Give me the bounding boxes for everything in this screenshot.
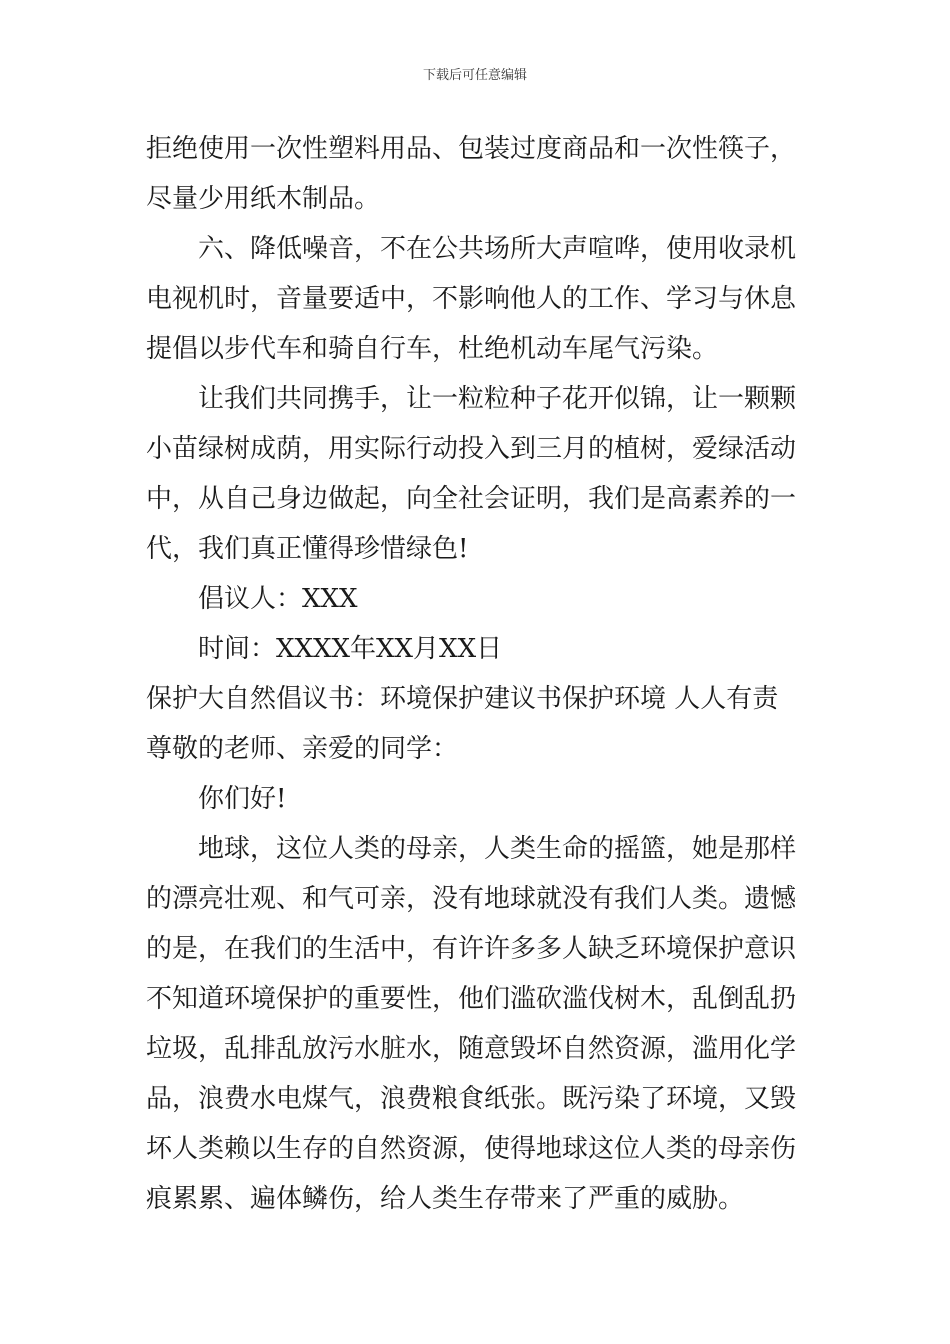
text-line: 痕累累、遍体鳞伤，给人类生存带来了严重的威胁。 [146, 1184, 745, 1214]
text-line: 尽量少用纸木制品。 [146, 184, 381, 214]
text-line: 的是，在我们的生活中，有许许多多人缺乏环境保护意识 [146, 934, 797, 964]
signatory-line: 倡议人：XXX [198, 584, 358, 614]
text-line: 坏人类赖以生存的自然资源，使得地球这位人类的母亲伤 [146, 1134, 797, 1164]
text-line: 提倡以步代车和骑自行车，杜绝机动车尾气污染。 [146, 334, 719, 364]
date-line: 时间：XXXX年XX月XX日 [198, 634, 503, 664]
page-header: 下载后可任意编辑 [422, 68, 527, 83]
greeting: 你们好! [198, 784, 287, 814]
text-line: 不知道环境保护的重要性，他们滥砍滥伐树木，乱倒乱扔 [146, 984, 797, 1014]
text-line: 六、降低噪音，不在公共场所大声喧哗，使用收录机 [198, 234, 797, 264]
text-line: 垃圾，乱排乱放污水脏水，随意毁坏自然资源，滥用化学 [146, 1034, 797, 1064]
salutation: 尊敬的老师、亲爱的同学： [146, 734, 459, 764]
text-line: 地球，这位人类的母亲，人类生命的摇篮，她是那样 [198, 834, 797, 864]
text-line: 代，我们真正懂得珍惜绿色! [146, 534, 469, 564]
section-title: 保护大自然倡议书：环境保护建议书保护环境 人人有责 [146, 684, 779, 714]
text-line: 的漂亮壮观、和气可亲，没有地球就没有我们人类。遗憾 [146, 884, 797, 914]
text-line: 电视机时，音量要适中，不影响他人的工作、学习与休息 [146, 284, 797, 314]
document-body [146, 124, 808, 1224]
text-line: 让我们共同携手，让一粒粒种子花开似锦，让一颗颗 [198, 384, 797, 414]
text-line: 中，从自己身边做起，向全社会证明，我们是高素养的一 [146, 484, 797, 514]
text-line: 拒绝使用一次性塑料用品、包装过度商品和一次性筷子， [146, 134, 797, 164]
text-line: 小苗绿树成荫，用实际行动投入到三月的植树，爱绿活动 [146, 434, 797, 464]
text-line: 品，浪费水电煤气，浪费粮食纸张。既污染了环境，又毁 [146, 1084, 797, 1114]
